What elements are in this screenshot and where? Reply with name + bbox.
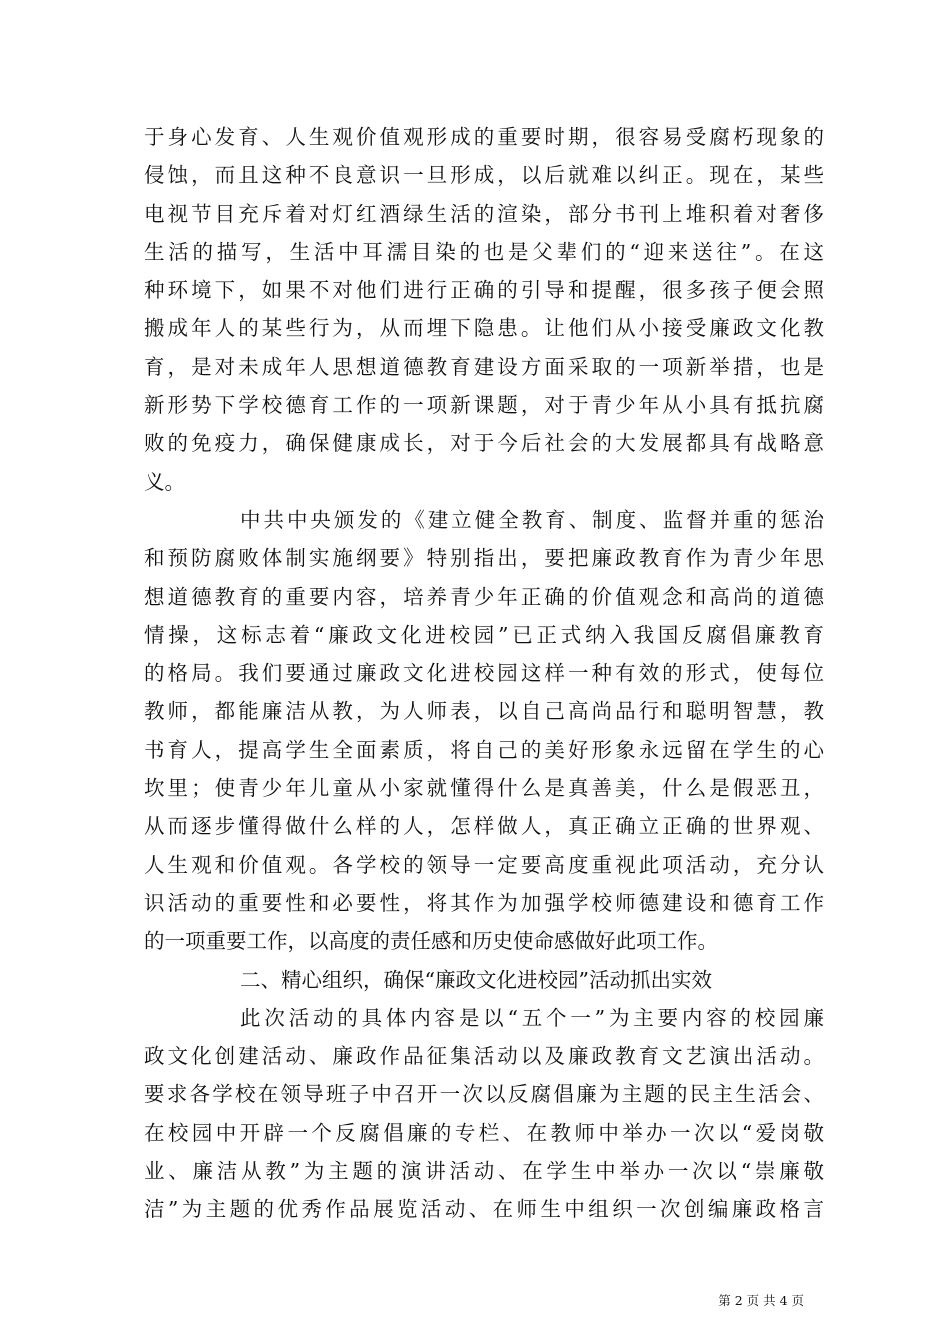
text-line: 生活的描写，生活中耳濡目染的也是父辈们的“迎来送往”。在这 (144, 239, 824, 264)
text-line: 政文化创建活动、廉政作品征集活动以及廉政教育文艺演出活动。 (144, 1044, 824, 1069)
text-line: 义。 (144, 469, 185, 494)
text-line: 败的免疫力，确保健康成长，对于今后社会的大发展都具有战略意 (144, 431, 824, 456)
text-line: 于身心发育、人生观价值观形成的重要时期，很容易受腐朽现象的 (144, 125, 824, 149)
text-line: 的格局。我们要通过廉政文化进校园这样一种有效的形式，使每位 (144, 661, 824, 686)
text-line: 新形势下学校德育工作的一项新课题，对于青少年从小具有抵抗腐 (144, 393, 824, 418)
body-text (144, 118, 824, 1229)
text-line: 要求各学校在领导班子中召开一次以反腐倡廉为主题的民主生活会、 (144, 1082, 824, 1107)
text-line: 业、廉洁从教”为主题的演讲活动、在学生中举办一次以“崇廉敬 (144, 1159, 824, 1184)
text-line: 的一项重要工作，以高度的责任感和历史使命感做好此项工作。 (144, 929, 718, 954)
text-line: 电视节目充斥着对灯红酒绿生活的渲染，部分书刊上堆积着对奢侈 (144, 201, 824, 226)
text-line: 搬成年人的某些行为，从而埋下隐患。让他们从小接受廉政文化教 (144, 316, 824, 341)
text-line: 情操，这标志着“廉政文化进校园”已正式纳入我国反腐倡廉教育 (144, 622, 824, 647)
page-number: 第 2 页 共 4 页 (718, 1293, 804, 1308)
text-line: 想道德教育的重要内容，培养青少年正确的价值观念和高尚的道德 (144, 584, 824, 609)
text-line: 在校园中开辟一个反腐倡廉的专栏、在教师中举办一次以“爱岗敬 (144, 1120, 824, 1145)
text-line: 种环境下，如果不对他们进行正确的引导和提醒，很多孩子便会照 (144, 278, 824, 303)
text-line: 坎里；使青少年儿童从小家就懂得什么是真善美，什么是假恶丑， (144, 776, 824, 801)
text-line: 和预防腐败体制实施纲要》特别指出，要把廉政教育作为青少年思 (144, 546, 824, 571)
text-line: 书育人，提高学生全面素质，将自己的美好形象永远留在学生的心 (144, 737, 824, 762)
text-line: 侵蚀，而且这种不良意识一旦形成，以后就难以纠正。现在，某些 (144, 163, 824, 188)
text-line: 从而逐步懂得做什么样的人，怎样做人，真正确立正确的世界观、 (144, 814, 824, 839)
text-line: 人生观和价值观。各学校的领导一定要高度重视此项活动，充分认 (144, 852, 824, 877)
text-line: 识活动的重要性和必要性，将其作为加强学校师德建设和德育工作 (144, 890, 824, 915)
text-line: 此次活动的具体内容是以“五个一”为主要内容的校园廉 (240, 1005, 824, 1030)
text-line: 教师，都能廉洁从教，为人师表，以自己高尚品行和聪明智慧，教 (144, 699, 824, 724)
text-line: 育，是对未成年人思想道德教育建设方面采取的一项新举措，也是 (144, 354, 824, 379)
text-line: 中共中央颁发的《建立健全教育、制度、监督并重的惩治 (240, 507, 824, 532)
text-line: 洁”为主题的优秀作品展览活动、在师生中组织一次创编廉政格言 (144, 1197, 824, 1222)
text-line: 二、精心组织，确保“廉政文化进校园”活动抓出实效 (240, 967, 712, 992)
